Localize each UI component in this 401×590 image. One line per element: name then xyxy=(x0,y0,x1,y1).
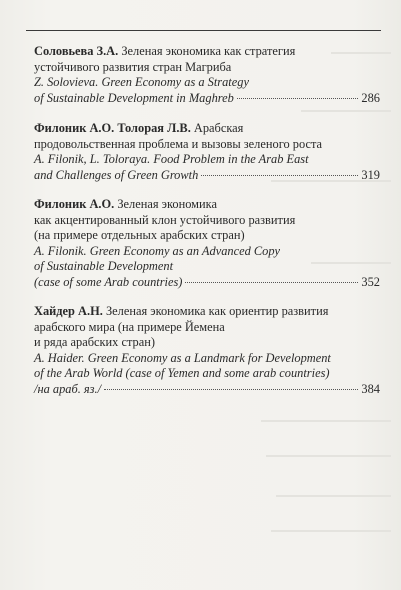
bleed-through-mark xyxy=(276,495,391,497)
entry-en-title-part: Z. Solovieva. Green Economy as a Strategy xyxy=(34,75,249,90)
entry-en-title-part: /на араб. яз./ xyxy=(34,381,102,396)
entry-author: Хайдер А.Н. xyxy=(34,304,103,318)
entry-ru-title-part: Зеленая экономика xyxy=(117,197,217,211)
entry-ru-line xyxy=(34,197,380,213)
entry-ru-title-part: Зеленая экономика как стратегия xyxy=(121,44,296,58)
entry-ru-title-part: Арабская xyxy=(193,121,244,135)
entry-ru-title-part: Зеленая экономика как ориентир развития xyxy=(105,304,329,318)
entry-last-row xyxy=(34,275,380,291)
entry-en-title-part: (case of some Arab countries) xyxy=(34,274,183,289)
entry-ru-title-part: устойчивого развития стран Магриба xyxy=(34,59,232,74)
entry-en-title-part: of Sustainable Development in Maghreb xyxy=(34,90,234,105)
entry-en-title-part: of Sustainable Development xyxy=(34,259,174,274)
entry-en-title-part: A. Filonik. Green Economy as an Advanced Copy xyxy=(34,243,281,258)
entry-en-title-part: A. Filonik, L. Toloraya. Food Problem in the Arab East xyxy=(34,152,309,167)
entry-author: Филоник А.О. Толорая Л.В. xyxy=(34,121,191,135)
entry-author: Соловьева З.А. xyxy=(34,44,119,58)
bleed-through-mark xyxy=(301,110,391,112)
bleed-through-mark xyxy=(266,455,391,457)
entry-last-row xyxy=(34,168,380,184)
top-rule xyxy=(26,30,381,31)
entry-last-row xyxy=(34,91,380,107)
entry-en-title-part: of the Arab World (case of Yemen and some arab countries) xyxy=(34,366,330,381)
bleed-through-mark xyxy=(271,530,391,532)
entry-page-number: 384 xyxy=(361,381,380,396)
toc-entry[interactable] xyxy=(34,197,380,291)
dot-leader xyxy=(185,282,358,283)
toc-entry[interactable] xyxy=(34,44,380,106)
entry-last-row xyxy=(34,382,380,398)
entry-page-number: 319 xyxy=(361,167,380,182)
entry-ru-line xyxy=(34,121,380,137)
bleed-through-mark xyxy=(261,420,391,422)
toc-entry[interactable] xyxy=(34,121,380,183)
entry-ru-title-part: как акцентированный клон устойчивого развития xyxy=(34,212,296,227)
entry-page-number: 286 xyxy=(361,90,380,105)
entry-en-title-part: A. Haider. Green Economy as a Landmark for Development xyxy=(34,350,331,365)
dot-leader xyxy=(201,175,358,176)
dot-leader xyxy=(237,98,359,99)
entry-ru-title-part: и ряда арабских стран) xyxy=(34,335,155,350)
entry-ru-title-part: продовольственная проблема и вызовы зеленого роста xyxy=(34,136,323,151)
entry-ru-title-part: (на примере отдельных арабских стран) xyxy=(34,228,245,243)
toc-entry[interactable] xyxy=(34,304,380,398)
entry-author: Филоник А.О. xyxy=(34,197,115,211)
entry-ru-line xyxy=(34,304,380,320)
entry-ru-title-part: арабского мира (на примере Йемена xyxy=(34,319,225,334)
entry-ru-line xyxy=(34,44,380,60)
entry-page-number: 352 xyxy=(361,274,380,289)
entry-en-title-part: and Challenges of Green Growth xyxy=(34,167,199,182)
dot-leader xyxy=(104,389,358,390)
